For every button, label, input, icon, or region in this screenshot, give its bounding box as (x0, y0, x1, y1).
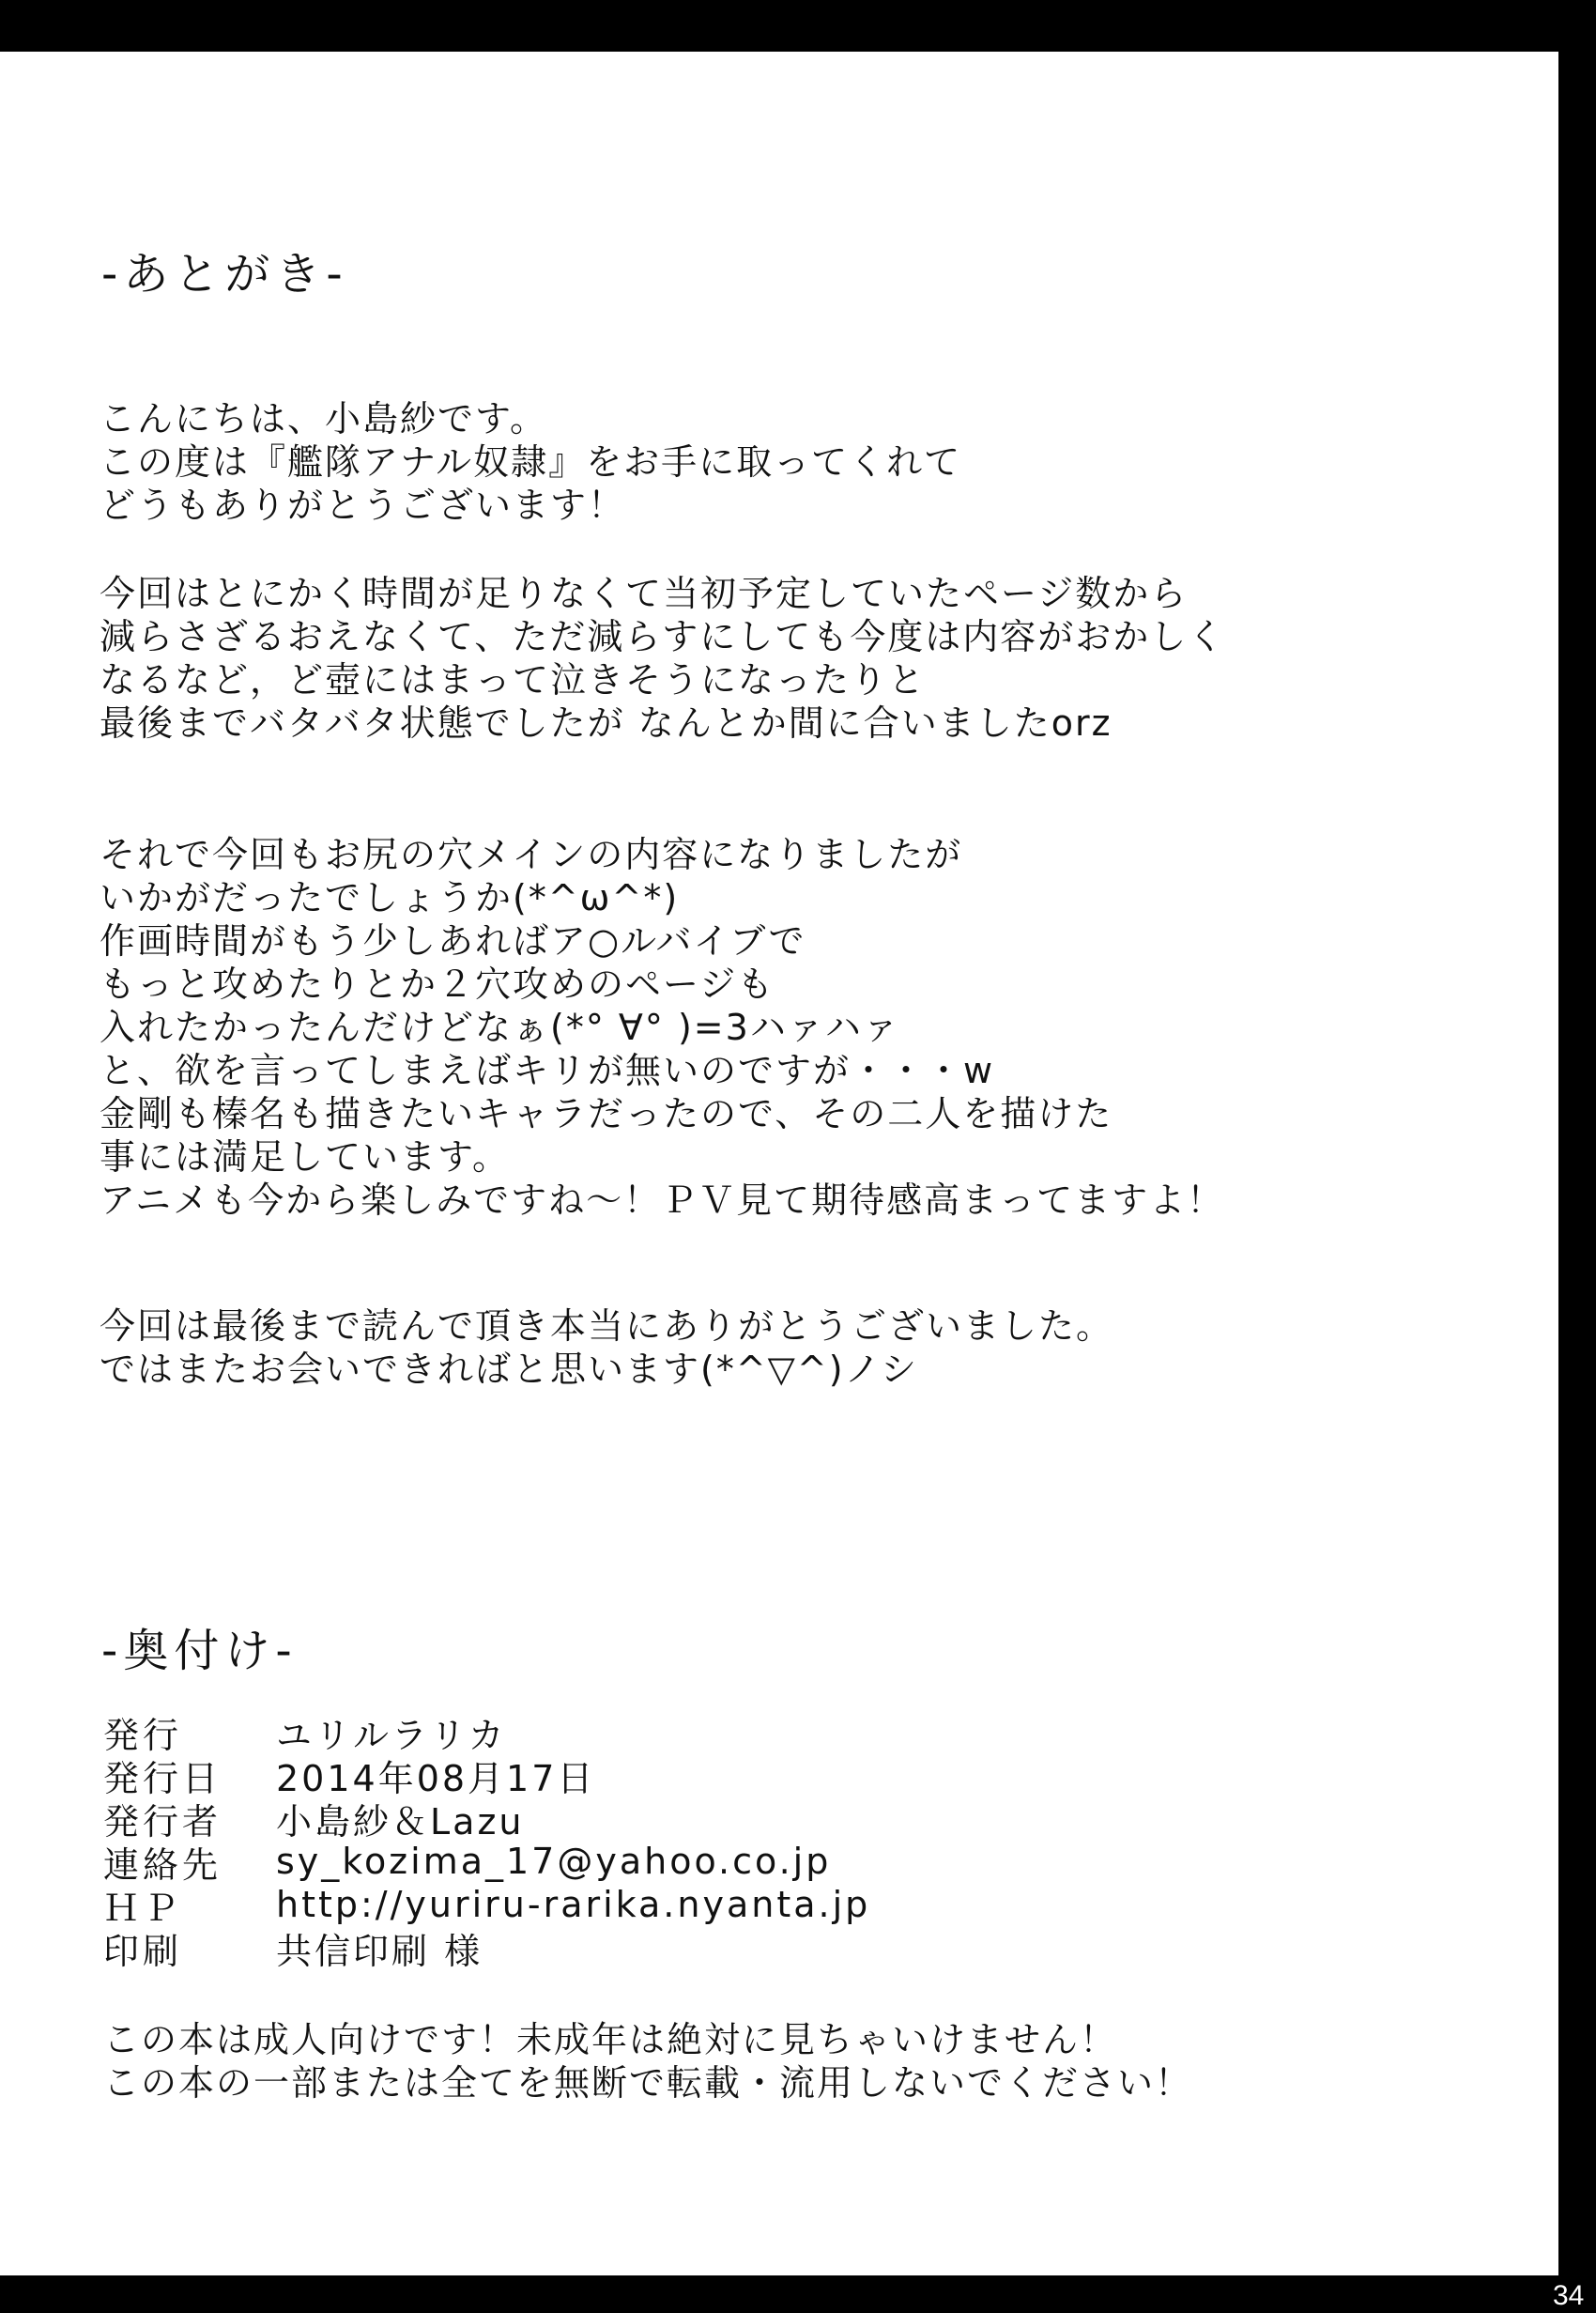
colophon-label: 発行 (103, 1714, 183, 1756)
text-line: 事には満足しています。 (100, 1136, 510, 1178)
text-line: この度は『艦隊アナル奴隷』をお手に取ってくれて (100, 441, 962, 483)
afterword-paragraph (100, 833, 1224, 1222)
text-line: 減らさざるおえなくて、ただ減らすにしても今度は内容がおかしく (100, 616, 1226, 657)
colophon-label: ＨＰ (103, 1887, 183, 1929)
text-line: それで今回もお尻の穴メインの内容になりましたが (100, 834, 963, 875)
afterword-paragraph (100, 572, 1225, 745)
colophon-value: ユリルラリカ (276, 1714, 507, 1756)
text-line: 最後までバタバタ状態でしたが なんとか間に合いましたorz (100, 702, 1113, 744)
adult-notice (103, 2018, 1192, 2105)
notice-line: この本の一部または全てを無断で転載・流用しないでください！ (103, 2062, 1193, 2104)
text-line: 今回はとにかく時間が足りなくて当初予定していたページ数から (100, 573, 1189, 614)
colophon-row-homepage (103, 1883, 871, 1929)
text-line: いかがだったでしょうか(*^ω^*) (100, 877, 680, 918)
colophon-label: 連絡先 (103, 1843, 223, 1886)
colophon-heading: -奥付け- (101, 1625, 298, 1677)
page-number: 34 (1553, 2280, 1585, 2311)
colophon-row-printer (103, 1926, 870, 1972)
text-line: アニメも今から楽しみですね～！ＰＶ見て期待感高まってますよ！ (100, 1180, 1225, 1221)
text-line: 作画時間がもう少しあればア○ルバイブで (100, 920, 806, 962)
text-line: もっと攻めたりとか２穴攻めのページも (100, 964, 775, 1005)
colophon-label: 発行日 (103, 1757, 223, 1799)
colophon-label: 発行者 (103, 1800, 223, 1843)
afterword-heading: -あとがき- (101, 248, 348, 301)
paper-sheet (0, 52, 1558, 2275)
colophon-value: 2014年08月17日 (276, 1757, 596, 1799)
text-line: なるなど，ど壺にはまって泣きそうになったりと (100, 659, 927, 701)
afterword-paragraph (100, 397, 961, 527)
text-line: 金剛も榛名も描きたいキャラだったので、その二人を描けた (100, 1093, 1113, 1134)
text-line: 今回は最後まで読んで頂き本当にありがとうございました。 (100, 1305, 1114, 1347)
text-line: 入れたかったんだけどなぁ(*° ∀° )=3ハァハァ (100, 1007, 900, 1048)
colophon-value: 共信印刷 様 (276, 1930, 483, 1972)
colophon-value: http://yuriru-rarika.nyanta.jp (276, 1884, 871, 1925)
colophon-table (103, 1710, 871, 1972)
colophon-label: 印刷 (103, 1930, 183, 1972)
text-line: ではまたお会いできればと思います(*^▽^)ノシ (100, 1349, 919, 1390)
colophon-row-publisher (103, 1710, 870, 1756)
text-line: どうもありがとうございます！ (100, 485, 626, 526)
text-line: と、欲を言ってしまえばキリが無いのですが・・・w (100, 1050, 995, 1091)
colophon-value: sy_kozima_17@yahoo.co.jp (276, 1841, 832, 1882)
colophon-value: 小島紗＆Lazu (276, 1800, 525, 1843)
colophon-row-date (103, 1753, 870, 1799)
text-line: こんにちは、小島紗です。 (100, 398, 547, 439)
colophon-row-contact (103, 1840, 870, 1886)
afterword-paragraph (100, 1304, 1113, 1391)
notice-line: この本は成人向けです！未成年は絶対に見ちゃいけません！ (103, 2019, 1118, 2060)
colophon-row-author (103, 1796, 870, 1843)
